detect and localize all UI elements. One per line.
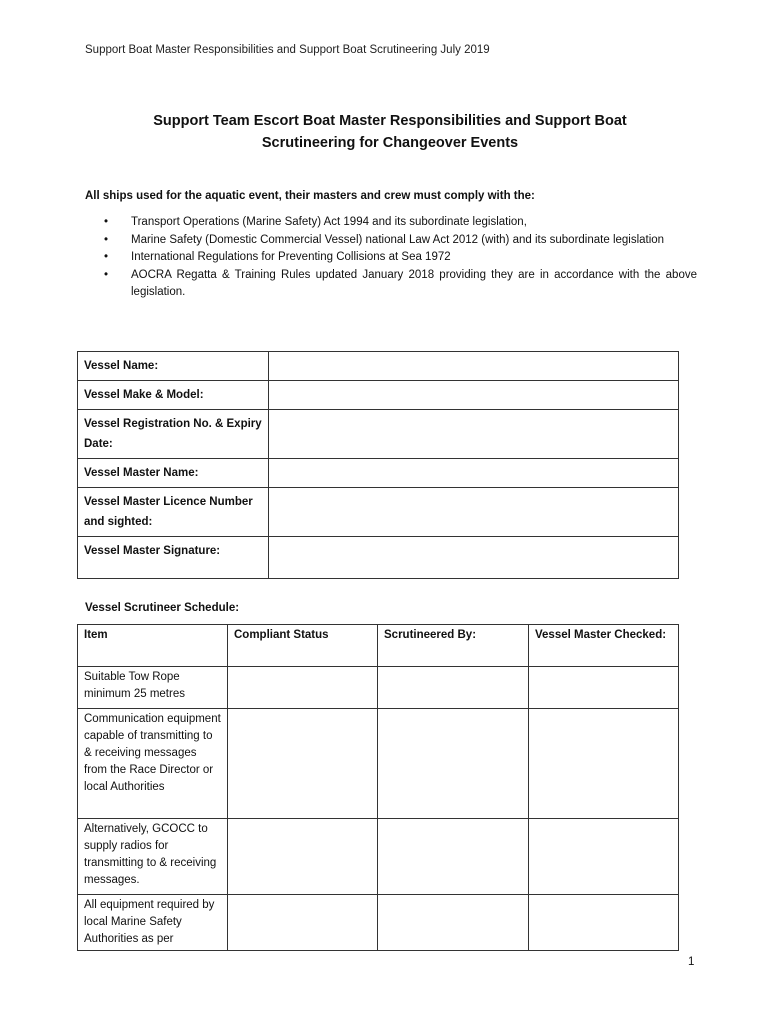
vessel-name-field[interactable] [269, 352, 679, 381]
vessel-master-signature-label: Vessel Master Signature: [78, 537, 269, 579]
vessel-master-checked-cell[interactable] [529, 709, 679, 819]
column-header-compliant-status: Compliant Status [228, 625, 378, 667]
running-header: Support Boat Master Responsibilities and Support Boat Scrutineering July 2019 [85, 44, 490, 56]
list-item: • AOCRA Regatta & Training Rules updated January 2018 providing they are in accordance with the above legislation. [104, 268, 697, 298]
compliant-status-cell[interactable] [228, 895, 378, 951]
bullet-icon: • [104, 233, 109, 246]
list-item: • Transport Operations (Marine Safety) Act 1994 and its subordinate legislation, [85, 214, 697, 232]
table-row [78, 895, 679, 951]
vessel-master-name-label: Vessel Master Name: [78, 459, 269, 488]
scrutineer-schedule-table [77, 624, 679, 951]
list-item: • Marine Safety (Domestic Commercial Vessel) national Law Act 2012 (with) and its subordinate legislation [85, 232, 697, 250]
vessel-master-licence-field[interactable] [269, 488, 679, 537]
legislation-list [85, 214, 697, 302]
table-row [78, 459, 679, 488]
table-row [78, 488, 679, 537]
title-line-1: Support Team Escort Boat Master Responsibilities and Support Boat [153, 113, 627, 129]
table-row [78, 410, 679, 459]
vessel-make-model-label: Vessel Make & Model: [78, 381, 269, 410]
scrutineered-by-cell[interactable] [378, 709, 529, 819]
column-header-item: Item [78, 625, 228, 667]
table-row [78, 352, 679, 381]
table-row [78, 381, 679, 410]
bullet-icon: • [104, 268, 109, 281]
vessel-master-checked-cell[interactable] [529, 819, 679, 895]
schedule-title: Vessel Scrutineer Schedule: [85, 602, 240, 614]
scrutineered-by-cell[interactable] [378, 819, 529, 895]
page-number: 1 [688, 956, 695, 968]
vessel-master-checked-cell[interactable] [529, 667, 679, 709]
vessel-name-label: Vessel Name: [78, 352, 269, 381]
vessel-registration-label: Vessel Registration No. & Expiry Date: [78, 410, 269, 459]
column-header-scrutineered-by: Scrutineered By: [378, 625, 529, 667]
document-title [100, 110, 680, 154]
list-item: • International Regulations for Preventing Collisions at Sea 1972 [85, 249, 697, 267]
scrutineered-by-cell[interactable] [378, 667, 529, 709]
compliant-status-cell[interactable] [228, 667, 378, 709]
table-row [78, 819, 679, 895]
item-cell: Communication equipment capable of transmitting to & receiving messages from the Race Director or local Authorities [78, 709, 228, 819]
table-row [78, 709, 679, 819]
vessel-master-name-field[interactable] [269, 459, 679, 488]
intro-text: All ships used for the aquatic event, their masters and crew must comply with the: [85, 190, 535, 202]
item-cell: Suitable Tow Rope minimum 25 metres [78, 667, 228, 709]
vessel-details-table [77, 351, 679, 579]
title-line-2: Scrutineering for Changeover Events [261, 135, 519, 151]
vessel-master-licence-label: Vessel Master Licence Number and sighted: [78, 488, 269, 537]
vessel-make-model-field[interactable] [269, 381, 679, 410]
vessel-master-checked-cell[interactable] [529, 895, 679, 951]
bullet-icon: • [104, 251, 109, 263]
table-row [78, 537, 679, 579]
table-row [78, 667, 679, 709]
item-cell: Alternatively, GCOCC to supply radios for transmitting to & receiving messages. [78, 819, 228, 895]
item-cell: All equipment required by local Marine Safety Authorities as per [78, 895, 228, 951]
vessel-registration-field[interactable] [269, 410, 679, 459]
scrutineered-by-cell[interactable] [378, 895, 529, 951]
table-header-row [78, 625, 679, 667]
bullet-icon: • [104, 216, 109, 228]
compliant-status-cell[interactable] [228, 709, 378, 819]
compliant-status-cell[interactable] [228, 819, 378, 895]
vessel-master-signature-field[interactable] [269, 537, 679, 579]
column-header-vessel-master-checked: Vessel Master Checked: [529, 625, 679, 667]
